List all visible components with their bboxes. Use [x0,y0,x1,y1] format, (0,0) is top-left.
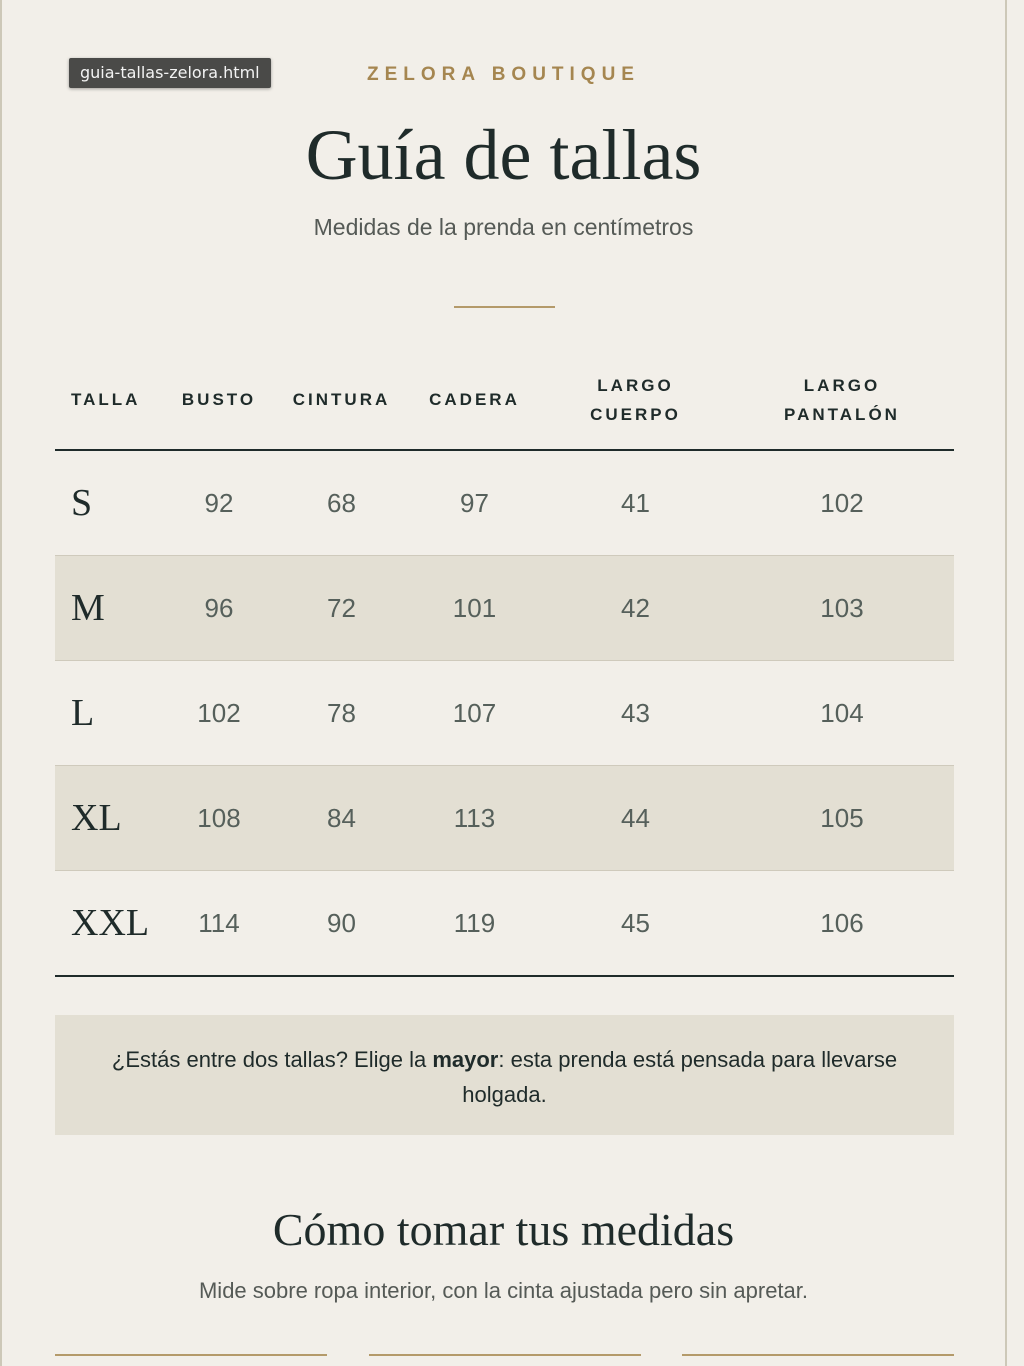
cintura-value: 84 [275,766,408,871]
table-row [55,766,954,871]
largo-cuerpo-value: 43 [541,661,730,766]
card-top-line [369,1354,641,1356]
cintura-value: 72 [275,556,408,661]
size-label: XXL [55,871,163,977]
brand-name: ZELORA BOUTIQUE [367,64,640,85]
column-header-largo-cuerpo-line2: CUERPO [590,404,681,424]
fit-tip-text-start: ¿Estás entre dos tallas? Elige la [111,1047,433,1072]
largo-cuerpo-value: 42 [541,556,730,661]
cadera-value: 107 [408,661,541,766]
title-divider [454,306,555,308]
card-top-line [55,1354,327,1356]
column-header-largo-cuerpo-line1: LARGO [597,375,674,395]
page-title: Guía de tallas [305,115,702,195]
column-header-largo-pantalon [730,350,954,450]
column-header-largo-pantalon-line1: LARGO [803,375,881,395]
largo-pantalon-value: 103 [730,556,954,661]
size-label: L [55,661,163,766]
largo-pantalon-value: 105 [730,766,954,871]
section-subtitle: Mide sobre ropa interior, con la cinta ajustada pero sin apretar. [198,1278,809,1303]
column-header-largo-pantalon-line2: PANTALÓN [784,404,900,424]
largo-cuerpo-value: 41 [541,450,730,556]
table-row [55,556,954,661]
busto-value: 114 [163,871,275,977]
fit-tip-note [55,1015,954,1135]
busto-value: 108 [163,766,275,871]
cintura-value: 78 [275,661,408,766]
section-title: Cómo tomar tus medidas [272,1204,735,1255]
table-row [55,661,954,766]
size-label: M [55,556,163,661]
largo-pantalon-value: 104 [730,661,954,766]
table-row [55,450,954,556]
card-top-line [682,1354,954,1356]
table-header-row [55,350,954,450]
size-label: XL [55,766,163,871]
busto-value: 96 [163,556,275,661]
column-header-cintura: CINTURA [275,350,408,450]
busto-value: 92 [163,450,275,556]
column-header-cadera: CADERA [408,350,541,450]
largo-pantalon-value: 102 [730,450,954,556]
cadera-value: 119 [408,871,541,977]
busto-value: 102 [163,661,275,766]
largo-pantalon-value: 106 [730,871,954,977]
largo-cuerpo-value: 44 [541,766,730,871]
cadera-value: 97 [408,450,541,556]
size-label: S [55,450,163,556]
cadera-value: 113 [408,766,541,871]
fit-tip-emphasis: mayor [432,1047,499,1072]
cintura-value: 90 [275,871,408,977]
table-row [55,871,954,977]
fit-tip-text-end: : esta prenda está pensada para llevarse holgada. [462,1047,898,1107]
largo-cuerpo-value: 45 [541,871,730,977]
file-tab[interactable]: guia-tallas-zelora.html [69,58,271,88]
column-header-largo-cuerpo [541,350,730,450]
column-header-busto: BUSTO [163,350,275,450]
size-table [55,350,954,977]
cadera-value: 101 [408,556,541,661]
cintura-value: 68 [275,450,408,556]
column-header-talla: TALLA [55,350,163,450]
page-subtitle: Medidas de la prenda en centímetros [313,214,694,240]
